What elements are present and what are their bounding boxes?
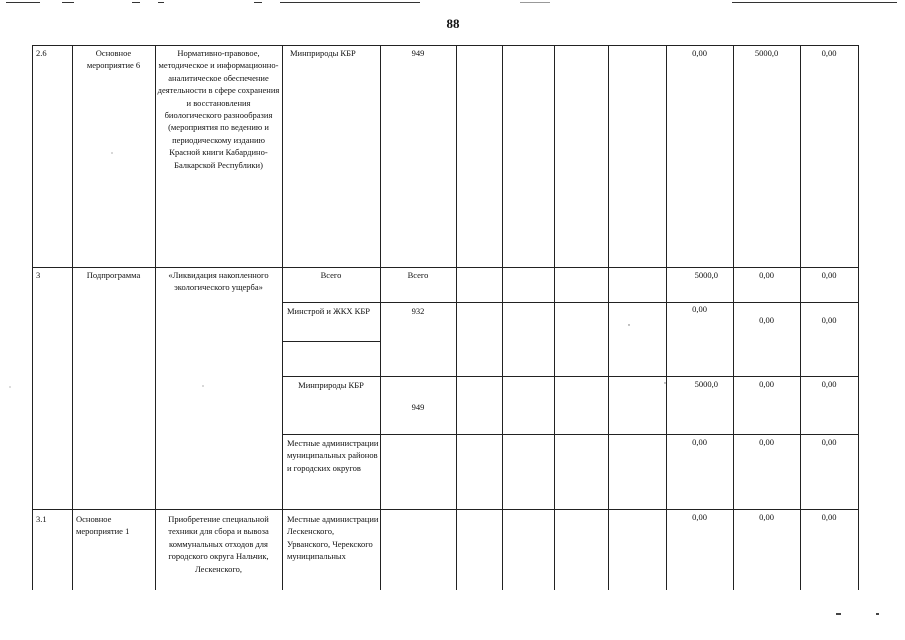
sub-value-3: 0,00 bbox=[821, 315, 837, 325]
row-type: Основное мероприятие 1 bbox=[76, 514, 130, 537]
sub-value-3: 0,00 bbox=[821, 437, 837, 447]
sub-code: Всего bbox=[407, 270, 429, 280]
sub-code: 932 bbox=[411, 306, 425, 316]
row-name: Нормативно-правовое, методическое и информационно-аналитическое обеспечение деятельности в сфере сохранения и восстановления биологического разнообразия (мероприятия по ведению и периодическому изданию Красной книги Кабардино-Балкарской Республики) bbox=[157, 48, 280, 170]
row-value-1: 0,00 bbox=[692, 48, 707, 58]
sub-executor: Минстрой и ЖКХ КБР bbox=[287, 306, 370, 316]
sub-value-3: 0,00 bbox=[821, 270, 837, 280]
row-name: Приобретение специальной техники для сбора и вывоза коммунальных отходов для городского округа Нальчик, Лескенского, bbox=[168, 514, 269, 574]
sub-value-1: 5000,0 bbox=[694, 379, 718, 389]
row-type: Подпрограмма bbox=[86, 270, 141, 280]
sub-code: 949 bbox=[411, 402, 425, 412]
row-number: 3 bbox=[36, 270, 41, 280]
sub-value-2: 0,00 bbox=[759, 379, 774, 389]
sub-value-3: 0,00 bbox=[821, 379, 837, 389]
row-value-1: 0,00 bbox=[692, 512, 707, 522]
sub-executor: Местные администрации муниципальных районов и городских округов bbox=[287, 438, 379, 473]
page-number: 88 bbox=[446, 16, 460, 31]
sub-executor: Всего bbox=[320, 270, 342, 280]
sub-value-1: 5000,0 bbox=[694, 270, 718, 280]
row-value-3: 0,00 bbox=[821, 512, 837, 522]
row-executor: Местные администрации Лескенского, Урванского, Черекского муниципальных bbox=[287, 514, 379, 562]
row-code: 949 bbox=[411, 48, 425, 58]
sub-value-2: 0,00 bbox=[759, 315, 774, 325]
sub-value-2: 0,00 bbox=[759, 270, 774, 280]
sub-value-1: 0,00 bbox=[692, 437, 707, 447]
sub-value-2: 0,00 bbox=[759, 437, 774, 447]
row-number: 2.6 bbox=[36, 48, 47, 58]
sub-value-1: 0,00 bbox=[692, 304, 707, 314]
row-value-3: 0,00 bbox=[821, 48, 837, 58]
row-executor: Минприроды КБР bbox=[290, 48, 356, 58]
row-value-2: 5000,0 bbox=[754, 48, 779, 58]
row-value-2: 0,00 bbox=[759, 512, 774, 522]
row-type: Основное мероприятие 6 bbox=[86, 48, 141, 71]
sub-executor: Минприроды КБР bbox=[298, 380, 364, 390]
row-name: «Ликвидация накопленного экологического ущерба» bbox=[168, 270, 269, 293]
row-number: 3.1 bbox=[36, 514, 47, 524]
